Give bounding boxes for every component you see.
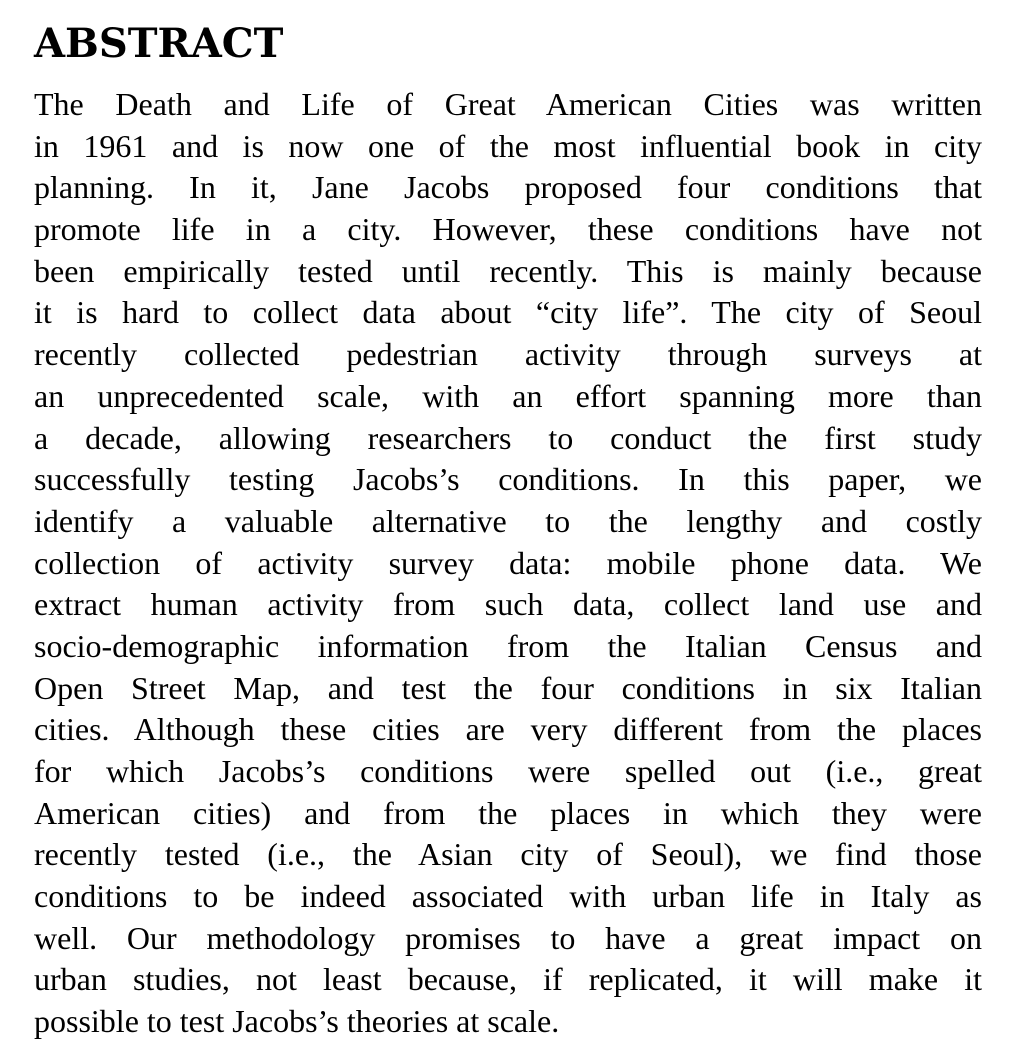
abstract-line: The Death and Life of Great American Cities was written bbox=[34, 86, 982, 122]
abstract-line: been empirically tested until recently. This is mainly because bbox=[34, 252, 982, 289]
abstract-line: socio-demographic information from the Italian Census and bbox=[34, 627, 982, 664]
abstract-line: extract human activity from such data, collect land use and bbox=[34, 586, 982, 623]
abstract-line: identify a valuable alternative to the lengthy and costly bbox=[34, 502, 982, 539]
abstract-line: recently collected pedestrian activity through surveys at bbox=[34, 336, 982, 373]
abstract-line: collection of activity survey data: mobile phone data. We bbox=[34, 544, 982, 581]
abstract-line: American cities) and from the places in which they were bbox=[34, 794, 982, 831]
abstract-line: well. Our methodology promises to have a great impact on bbox=[34, 919, 982, 956]
abstract-line: in 1961 and is now one of the most influential book in city bbox=[34, 127, 982, 164]
abstract-line: recently tested (i.e., the Asian city of Seoul), we find those bbox=[34, 836, 982, 873]
abstract-line: for which Jacobs’s conditions were spelled out (i.e., great bbox=[34, 753, 982, 789]
abstract-section bbox=[34, 16, 982, 1043]
abstract-line: cities. Although these cities are very different from the places bbox=[34, 711, 982, 748]
abstract-line: successfully testing Jacobs’s conditions. In this paper, we bbox=[34, 461, 982, 498]
abstract-line: a decade, allowing researchers to conduct the first study bbox=[34, 419, 982, 456]
abstract-line: possible to test Jacobs’s theories at scale. bbox=[34, 1003, 560, 1040]
abstract-line: planning. In it, Jane Jacobs proposed four conditions that bbox=[34, 169, 982, 206]
abstract-line: Open Street Map, and test the four conditions in six Italian bbox=[34, 669, 982, 706]
abstract-heading: ABSTRACT bbox=[34, 20, 284, 67]
abstract-line: urban studies, not least because, if replicated, it will make it bbox=[34, 961, 982, 998]
abstract-body bbox=[34, 84, 982, 1043]
abstract-line: promote life in a city. However, these conditions have not bbox=[34, 211, 982, 248]
abstract-line: an unprecedented scale, with an effort spanning more than bbox=[34, 377, 982, 414]
abstract-line: it is hard to collect data about “city life”. The city of Seoul bbox=[34, 294, 982, 331]
abstract-line: conditions to be indeed associated with urban life in Italy as bbox=[34, 878, 982, 915]
